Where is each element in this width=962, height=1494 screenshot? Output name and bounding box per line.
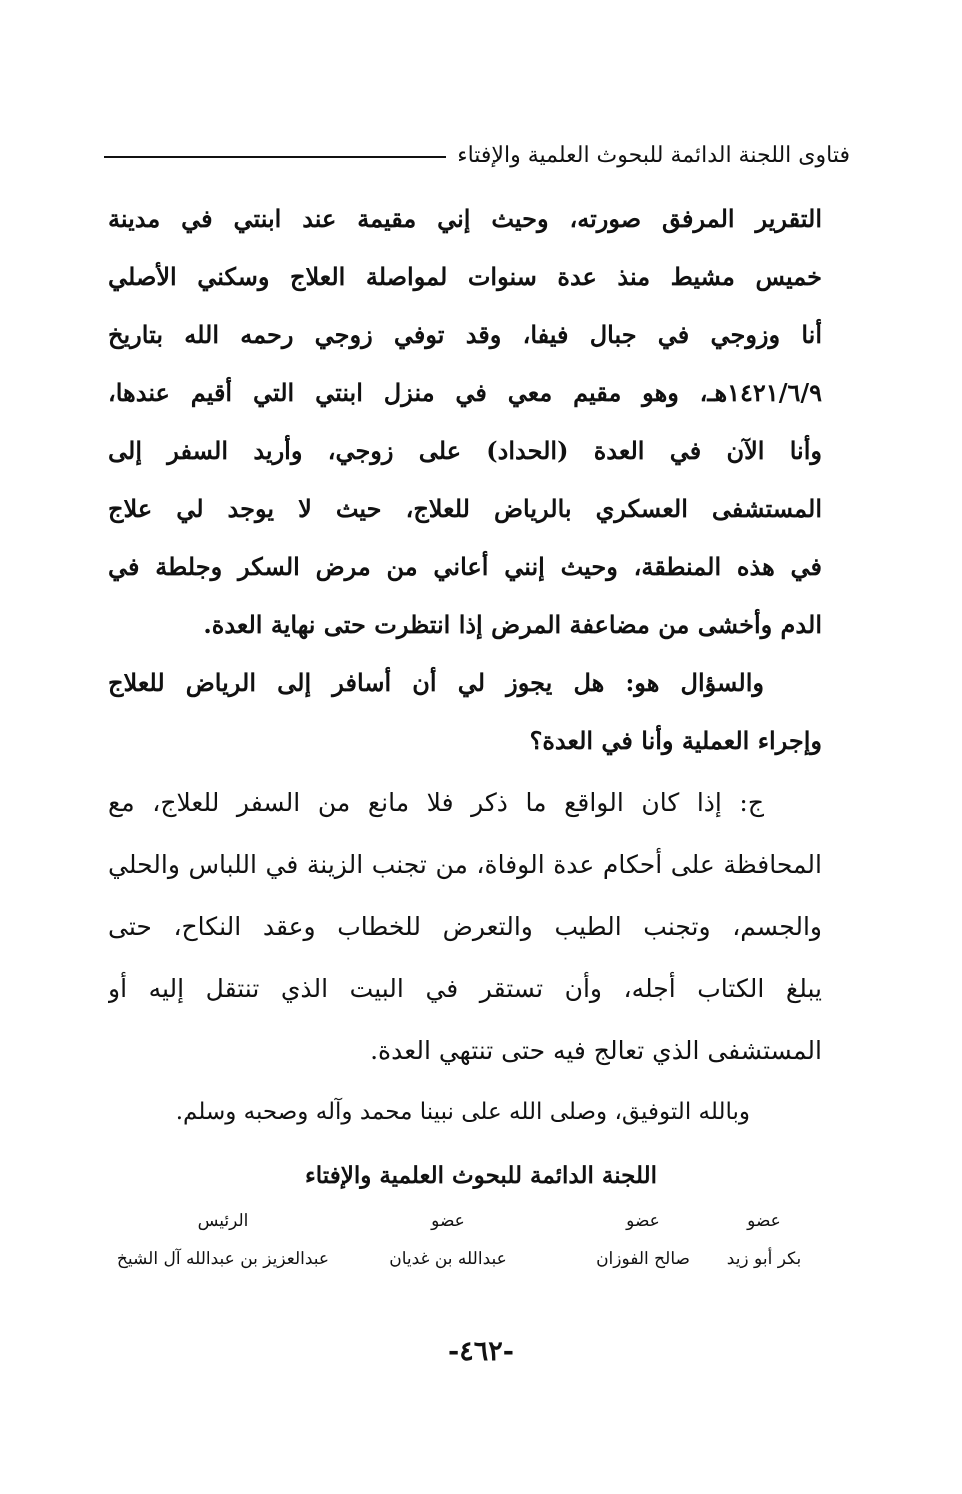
- answer-line: المستشفى الذي تعالج فيه حتى تنتهي العدة.: [370, 1036, 822, 1065]
- question-line: المستشفى العسكري بالرياض للعلاج، حيث لا يوجد لي علاج: [108, 494, 822, 523]
- running-header: [100, 140, 850, 180]
- answer-text: [108, 772, 822, 1082]
- question-line: وأنا الآن في العدة (الحداد) على زوجي، وأريد السفر إلى: [108, 436, 822, 465]
- signatory-name: بكر أبو زيد: [726, 1249, 802, 1269]
- closing-prayer: وبالله التوفيق، وصلى الله على نبينا محمد وآله وصحبه وسلم.: [175, 1099, 750, 1125]
- signatory-role: الرئيس: [197, 1211, 249, 1231]
- question-text: [108, 190, 822, 770]
- question-line: التقرير المرفق صورته، وحيث إني مقيمة عند ابنتي في مدينة: [108, 204, 822, 233]
- header-rule: [104, 156, 446, 158]
- header-title: فتاوى اللجنة الدائمة للبحوث العلمية والإفتاء: [457, 143, 850, 168]
- signatory-role: عضو: [747, 1211, 781, 1231]
- question-line: ١٤٢١/٦/٩هـ، وهو مقيم معي في منزل ابنتي التي أقيم عندها،: [108, 378, 822, 407]
- signatory-role: عضو: [626, 1211, 660, 1231]
- answer-line: المحافظة على أحكام عدة الوفاة، من تجنب الزينة في اللباس والحلي: [108, 850, 822, 879]
- signatory-3: [366, 1208, 530, 1276]
- answer-line: والجسم، وتجنب الطيب والتعرض للخطاب وعقد النكاح، حتى: [108, 912, 822, 941]
- signatory-role: عضو: [431, 1211, 465, 1231]
- answer-line: يبلغ الكتاب أجله، وأن تستقر في البيت الذي تنتقل إليه أو: [108, 974, 822, 1003]
- signatory-1: [706, 1208, 822, 1276]
- question-line: أنا وزوجي في جبال فيفا، وقد توفي زوجي رحمه الله بتاريخ: [108, 320, 822, 349]
- signatory-name: عبدالله بن غديان: [389, 1249, 507, 1269]
- question-line: الدم وأخشى من مضاعفة المرض إذا انتظرت حتى نهاية العدة.: [203, 610, 822, 639]
- answer-line: ج: إذا كان الواقع ما ذكر فلا مانع من السفر للعلاج، مع: [108, 788, 764, 817]
- question-line: وإجراء العملية وأنا في العدة؟: [529, 726, 822, 755]
- question-line: والسؤال هو: هل يجوز لي أن أسافر إلى الرياض للعلاج: [108, 668, 764, 697]
- committee-name: اللجنة الدائمة للبحوث العلمية والإفتاء: [304, 1162, 658, 1189]
- signatory-4: [100, 1208, 346, 1276]
- question-line: في هذه المنطقة، وحيث إنني أعاني من مرض السكر وجلطة في: [108, 552, 822, 581]
- question-line: خميس مشيط منذ عدة سنوات لمواصلة العلاج وسكني الأصلي: [108, 262, 822, 291]
- signatory-2: [580, 1208, 706, 1276]
- signatory-name: عبدالعزيز بن عبدالله آل الشيخ: [116, 1249, 330, 1269]
- signatory-name: صالح الفوزان: [596, 1249, 690, 1269]
- page-number: -٤٦٢-: [448, 1336, 514, 1367]
